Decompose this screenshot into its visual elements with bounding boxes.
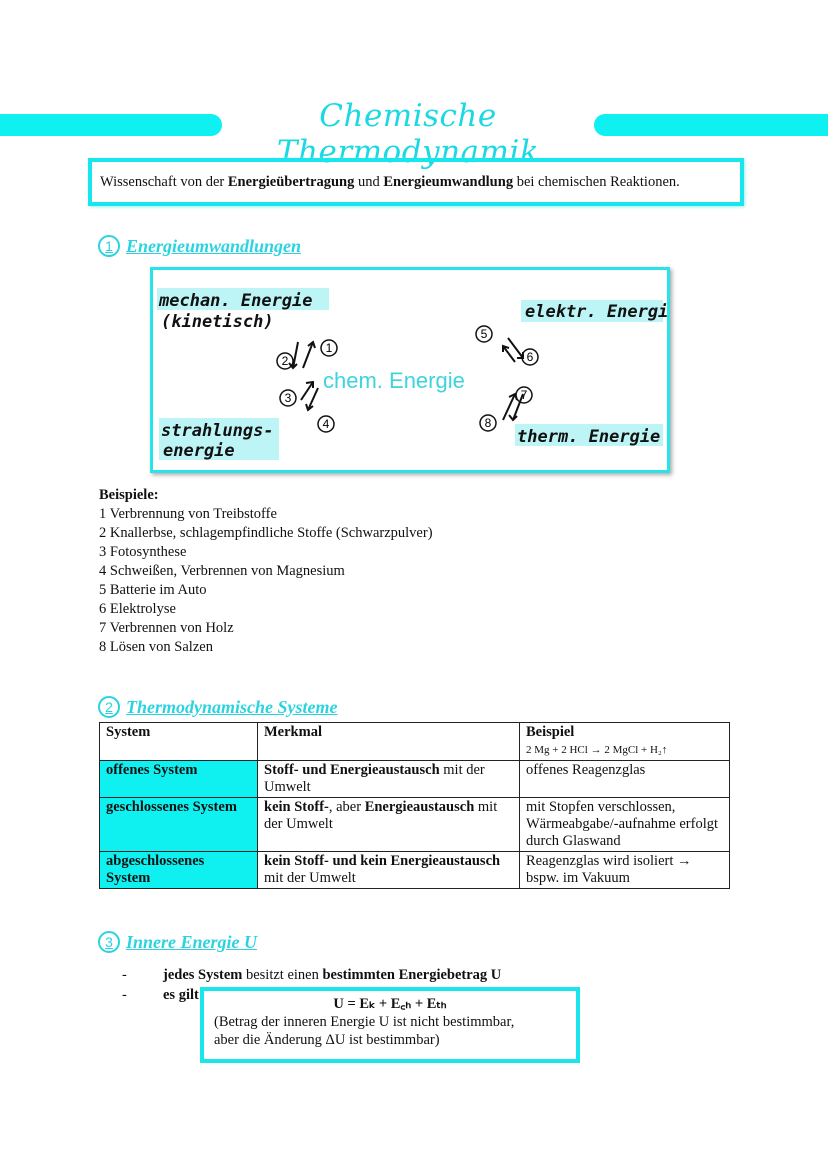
formula-note: aber die Änderung ΔU ist bestimmbar) (214, 1032, 440, 1048)
table-row (100, 761, 730, 798)
label-kinetisch: (kinetisch) (161, 312, 274, 332)
label-elektr: elektr. Energie (525, 302, 667, 322)
step-number: 6 (526, 350, 534, 364)
merkmal-cell (258, 798, 520, 852)
beispiel-cell: mit Stopfen verschlossen, Wärmeabgabe/-aufnahme erfolgt durch Glaswand (520, 798, 730, 852)
definition-text: bei chemischen Reaktionen. (513, 174, 680, 190)
list-item: 3 Fotosynthese (99, 544, 187, 560)
bold-text: Stoff- und Energieaustausch (264, 762, 440, 778)
system-cell: geschlossenes System (100, 798, 258, 852)
definition-text: Wissenschaft von der (100, 174, 228, 190)
systems-table (99, 722, 730, 889)
section-title: Thermodynamische Systeme (126, 696, 338, 717)
step-number: 2 (281, 354, 289, 368)
definition-bold: Energieumwandlung (383, 174, 514, 190)
list-item: 7 Verbrennen von Holz (99, 620, 234, 636)
definition-text: und (354, 174, 384, 190)
text: mit der Umwelt (264, 799, 498, 832)
section-heading-1 (98, 235, 301, 257)
section-title: Innere Energie U (126, 931, 258, 952)
header-merkmal: Merkmal (264, 724, 322, 740)
table-header-row (100, 723, 730, 761)
section-number: 2 (98, 696, 120, 718)
section-number: 3 (98, 931, 120, 953)
step-number: 4 (322, 417, 330, 431)
table-row (100, 798, 730, 852)
header-system: System (106, 724, 151, 740)
formula-note: (Betrag der inneren Energie U ist nicht bestimmbar, (214, 1014, 515, 1030)
merkmal-cell (258, 761, 520, 798)
merkmal-cell (258, 852, 520, 889)
bold-text: bestimmten Energiebetrag U (322, 967, 502, 983)
section-title: Energieumwandlungen (126, 235, 302, 256)
header-beispiel: Beispiel (526, 724, 575, 740)
text: mit der Umwelt (264, 762, 485, 795)
beispiel-cell: offenes Reagenzglas (520, 761, 730, 798)
system-cell: offenes System (100, 761, 258, 798)
bullet-item (122, 987, 204, 1004)
header-equation: 2 Mg + 2 HCl → 2 MgCl + H₂↑ (526, 744, 668, 756)
title-bar-right (594, 114, 828, 136)
label-energie: energie (163, 441, 235, 461)
text: besitzt einen (242, 967, 323, 983)
examples-list (99, 486, 433, 657)
list-item: 5 Batterie im Auto (99, 582, 207, 598)
step-number: 3 (284, 391, 292, 405)
bold-text: es gilt: (163, 987, 204, 1003)
section-number: 1 (98, 235, 120, 257)
bold-text: Energieaustausch (364, 799, 475, 815)
label-mechan: mechan. Energie (159, 291, 313, 311)
step-number: 7 (520, 388, 528, 402)
text: mit der Umwelt (264, 870, 356, 886)
bold-text: kein Stoff- und kein Energieaustausch (264, 853, 501, 869)
title-bar-left (0, 114, 222, 136)
definition-box (88, 158, 744, 206)
label-strahlungs: strahlungs- (161, 421, 274, 441)
label-chem: chem. Energie (323, 368, 465, 393)
list-item: 6 Elektrolyse (99, 601, 176, 617)
bullet-dash: - (122, 967, 127, 983)
section-heading-3 (98, 931, 257, 953)
bold-text: kein Stoff- (264, 799, 329, 815)
section-heading-2 (98, 696, 337, 718)
table-row (100, 852, 730, 889)
bold-text: jedes System (163, 967, 243, 983)
definition-bold: Energieübertragung (227, 174, 355, 190)
formula: U = Eₖ + E꜀ₕ + Eₜₕ (333, 996, 447, 1012)
bullet-item (122, 967, 501, 984)
system-cell: abgeschlossenes System (100, 852, 258, 889)
step-number: 5 (480, 327, 488, 341)
formula-box (200, 987, 580, 1063)
step-number: 8 (484, 416, 492, 430)
label-therm: therm. Energie (517, 427, 661, 447)
list-item: 2 Knallerbse, schlagempfindliche Stoffe (Schwarzpulver) (99, 525, 433, 541)
examples-label: Beispiele: (99, 487, 159, 503)
text: , aber (328, 799, 365, 815)
diagram-svg (153, 270, 667, 470)
list-item: 4 Schweißen, Verbrennen von Magnesium (99, 563, 345, 579)
list-item: 8 Lösen von Salzen (99, 639, 213, 655)
beispiel-cell: Reagenzglas wird isoliert → bspw. im Vakuum (520, 852, 730, 889)
page-title: Chemische Thermodynamik (276, 98, 540, 170)
bullet-dash: - (122, 987, 127, 1003)
energy-conversion-diagram (150, 267, 670, 473)
list-item: 1 Verbrennung von Treibstoffe (99, 506, 277, 522)
step-number: 1 (325, 341, 333, 355)
